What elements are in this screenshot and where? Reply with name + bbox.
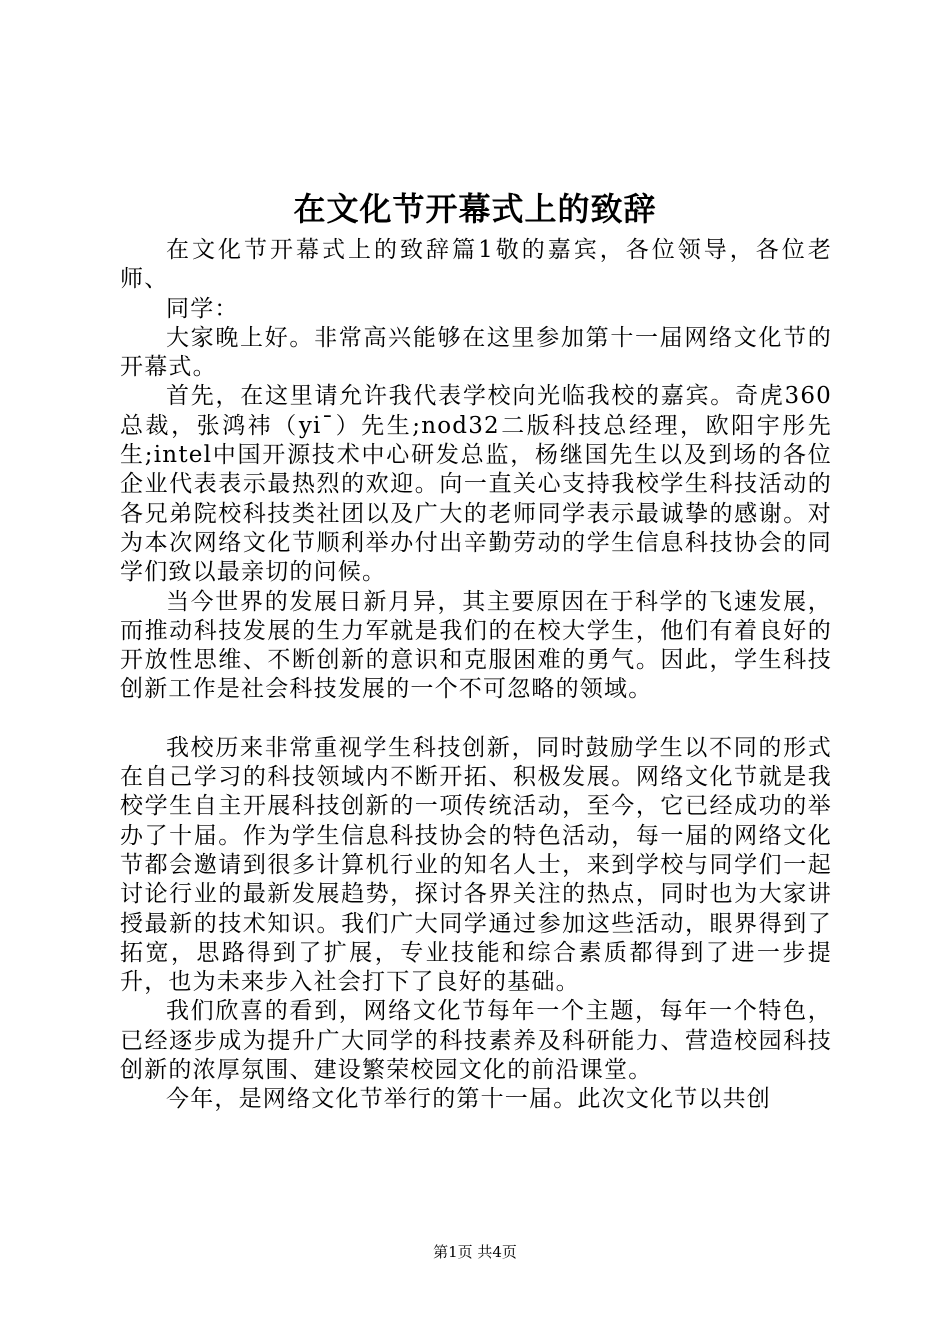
paragraph-classmates: 同学： [166,295,239,322]
document-title: 在文化节开幕式上的致辞 [293,190,657,228]
paragraph-greeting: 在文化节开幕式上的致辞篇1敬的嘉宾，各位领导，各位老师、 [120,237,832,293]
paragraph-festival-theme: 我们欣喜的看到，网络文化节每年一个主题，每年一个特色，已经逐步成为提升广大同学的科技素养及科研能力、营造校园科技创新的浓厚氛围、建设繁荣校园文化的前沿课堂。 [120,998,832,1084]
paragraph-welcome-guests: 首先，在这里请允许我代表学校向光临我校的嘉宾。奇虎360总裁，张鸿祎（yi¯）先生;nod32二版科技总经理，欧阳宇彤先生;intel中国开源技术中心研发总监，杨继国先生以及到场的各位企业代表表示最热烈的欢迎。向一直关心支持我校学生科技活动的各兄弟院校科技类社团以及广大的老师同学表示最诚挚的感谢。对为本次网络文化节顺利举办付出辛勤劳动的学生信息科技协会的同学们致以最亲切的问候。 [120,383,832,586]
paragraph-good-evening: 大家晚上好。非常高兴能够在这里参加第十一届网络文化节的开幕式。 [120,324,832,381]
document-body [120,236,832,1115]
page-number-footer: 第1页 共4页 [433,1243,517,1261]
paragraph-school-innovation: 我校历来非常重视学生科技创新，同时鼓励学生以不同的形式在自己学习的科技领域内不断开拓、积极发展。网络文化节就是我校学生自主开展科技创新的一项传统活动，至今，它已经成功的举办了十届。作为学生信息科技协会的特色活动，每一届的网络文化节都会邀请到很多计算机行业的知名人士，来到学校与同学们一起讨论行业的最新发展趋势，探讨各界关注的热点，同时也为大家讲授最新的技术知识。我们广大同学通过参加这些活动，眼界得到了拓宽，思路得到了扩展，专业技能和综合素质都得到了进一步提升，也为未来步入社会打下了良好的基础。 [120,734,832,996]
paragraph-world-development: 当今世界的发展日新月异，其主要原因在于科学的飞速发展，而推动科技发展的生力军就是我们的在校大学生，他们有着良好的开放性思维、不断创新的意识和克服困难的勇气。因此，学生科技创新工作是社会科技发展的一个不可忽略的领域。 [120,588,832,703]
paragraph-this-year: 今年，是网络文化节举行的第十一届。此次文化节以共创 [166,1086,771,1113]
